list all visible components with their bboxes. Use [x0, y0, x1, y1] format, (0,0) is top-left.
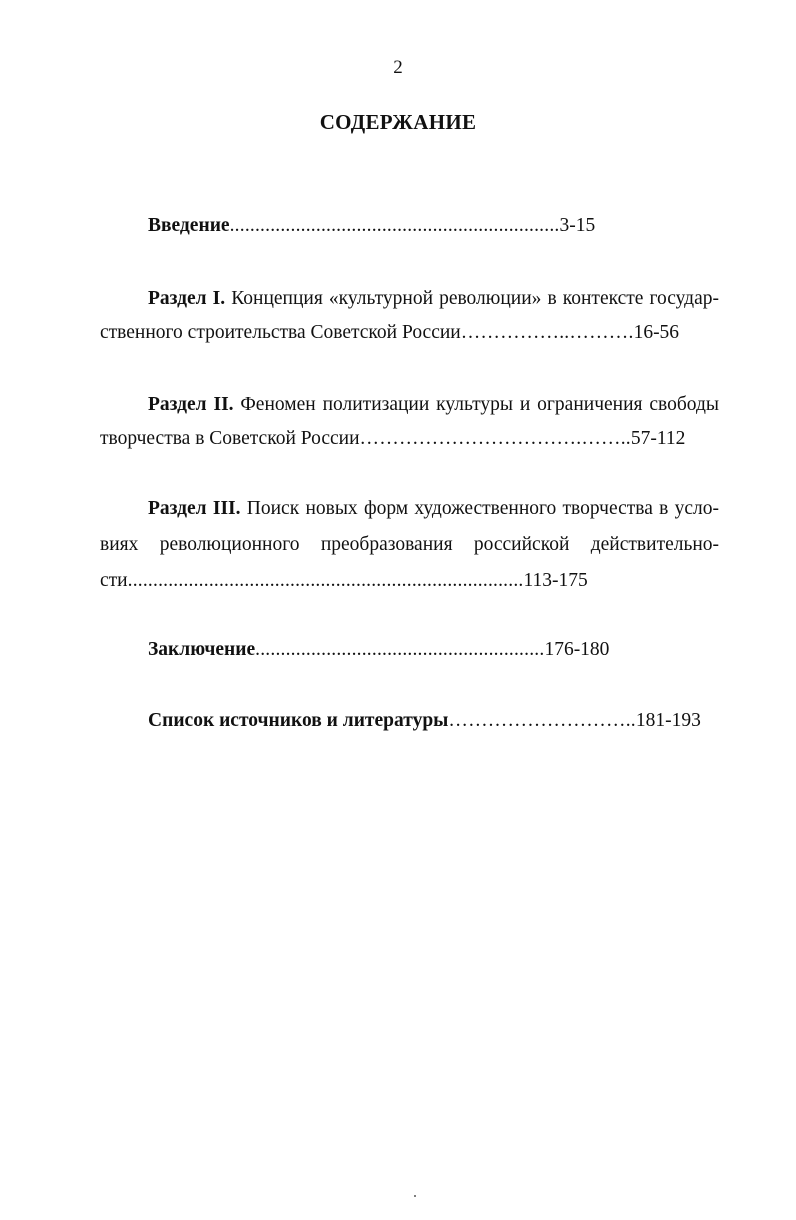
- page-number: 2: [393, 57, 403, 78]
- toc-entry-section1-line1: [100, 287, 719, 311]
- toc-entry-section3-word: преобразования: [320, 534, 453, 555]
- toc-entry-section1-pages: 16-56: [633, 322, 680, 343]
- toc-entry-section2-pages: 57-112: [630, 428, 686, 449]
- toc-entry-section3-line1: [100, 497, 719, 521]
- toc-entry-section3-title-cont: сти: [100, 570, 128, 591]
- toc-entry-section3-word: революционного: [159, 534, 300, 555]
- toc-entry-section1-leader: ……………..……….: [460, 322, 634, 343]
- toc-entry-section3-leader: ..............................................................................: [127, 570, 524, 591]
- toc-entry-conclusion-label: Заключение: [148, 639, 256, 660]
- toc-entry-section3-title: Поиск новых форм художественного творчества в усло-: [246, 498, 719, 519]
- toc-entry-section2-line1: [100, 393, 719, 417]
- toc-entry-sources-pages: 181-193: [635, 710, 701, 731]
- toc-entry-section3-pages: 113-175: [523, 570, 588, 591]
- toc-entry-sources: [148, 709, 701, 733]
- toc-heading: СОДЕРЖАНИЕ: [319, 110, 477, 134]
- toc-entry-intro: [148, 214, 595, 238]
- toc-entry-section3-line2: [100, 533, 719, 557]
- toc-entry-section1-title-cont: ственного строительства Советской России: [100, 322, 461, 343]
- toc-entry-section1-title: Концепция «культурной революции» в контексте государ-: [231, 288, 719, 309]
- toc-entry-conclusion: [148, 638, 609, 662]
- toc-entry-intro-leader: .................................................................: [229, 215, 560, 236]
- toc-entry-section3-word: виях: [100, 534, 139, 555]
- toc-entry-section3-word: действительно-: [590, 534, 720, 555]
- toc-entry-section3-line3: [100, 569, 588, 593]
- toc-entry-conclusion-leader: .........................................................: [255, 639, 545, 660]
- toc-entry-conclusion-pages: 176-180: [544, 639, 610, 660]
- toc-entry-section2-title-cont: творчества в Советской России: [100, 428, 360, 449]
- toc-entry-section3-word: российской: [473, 534, 570, 555]
- toc-entry-section2-line2: [100, 427, 685, 451]
- toc-entry-section2-leader: …………………………….……..: [359, 428, 631, 449]
- toc-entry-section1-label: Раздел I.: [148, 288, 226, 309]
- toc-entry-section3-label: Раздел III.: [148, 498, 241, 519]
- toc-entry-sources-label: Список источников и литературы: [148, 710, 449, 731]
- toc-entry-sources-leader: ………………………..: [448, 710, 636, 731]
- toc-entry-section2-label: Раздел II.: [148, 394, 234, 415]
- toc-entry-section1-line2: [100, 321, 679, 345]
- toc-entry-section2-title: Феномен политизации культуры и ограничения свободы: [240, 394, 719, 415]
- scan-speck: [414, 1195, 416, 1197]
- toc-entry-intro-label: Введение: [148, 215, 230, 236]
- toc-entry-intro-pages: 3-15: [559, 215, 596, 236]
